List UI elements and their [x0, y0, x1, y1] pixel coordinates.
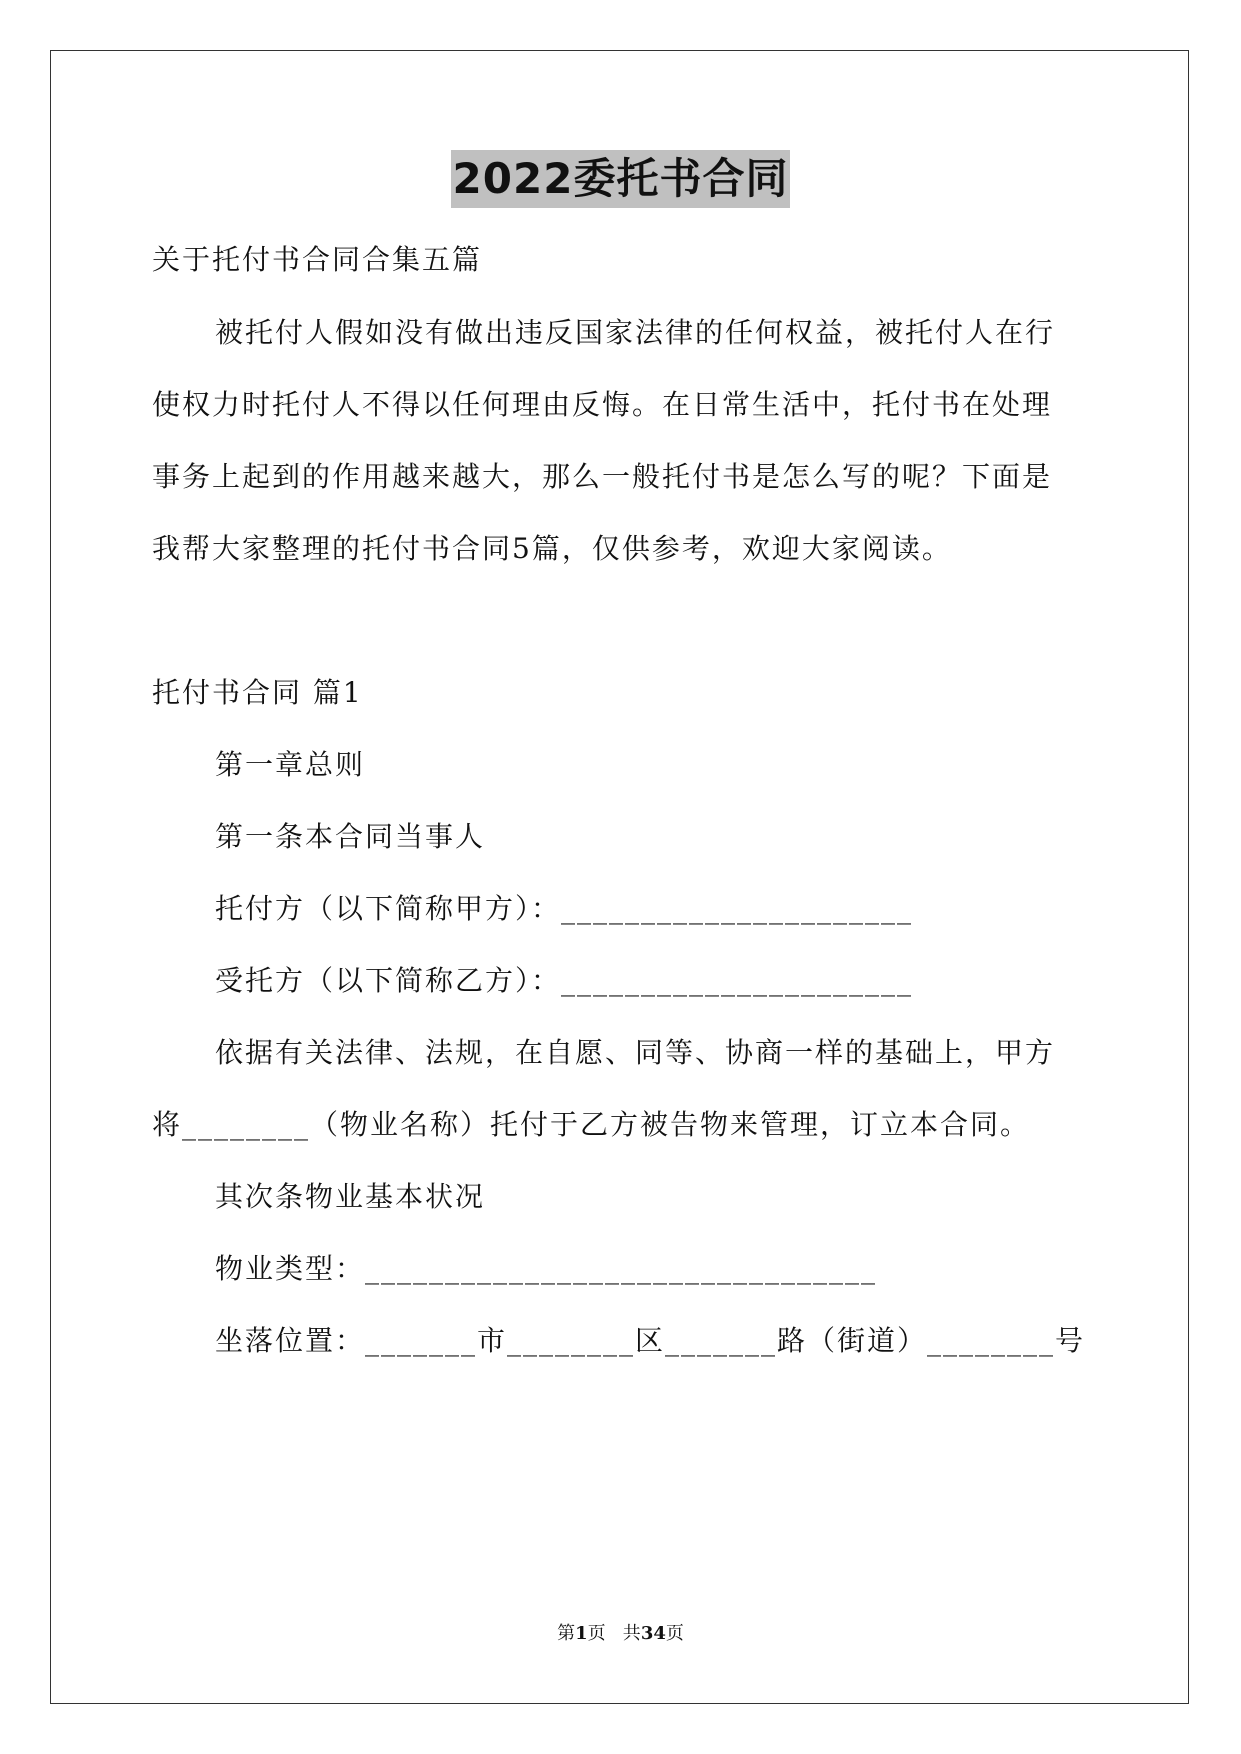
page-border: [50, 50, 1189, 1704]
basis-line-1: 依据有关法律、法规，在自愿、同等、协商一样的基础上，甲方: [215, 1036, 1056, 1069]
title-container: [0, 150, 1241, 208]
intro-line-1: 被托付人假如没有做出违反国家法律的任何权益，被托付人在行: [215, 316, 1056, 349]
basis-line-2: 将________（物业名称）托付于乙方被告物来管理，订立本合同。: [152, 1108, 1031, 1141]
document-subtitle: 关于托付书合同合集五篇: [152, 243, 483, 276]
chapter-heading: 第一章总则: [215, 748, 366, 781]
location-field: 坐落位置：_______市________区_______路（街道）________号: [215, 1324, 1086, 1357]
footer-prefix: 第: [557, 1623, 576, 1644]
document-title: 2022委托书合同: [451, 150, 791, 208]
article-1-heading: 第一条本合同当事人: [215, 820, 486, 853]
intro-line-3: 事务上起到的作用越来越大，那么一般托付书是怎么写的呢？下面是: [152, 460, 1053, 493]
footer-middle: 页 共: [587, 1623, 641, 1644]
party-b-field: 受托方（以下简称乙方）：______________________: [215, 964, 914, 997]
footer-suffix: 页: [665, 1623, 684, 1644]
section-heading: 托付书合同 篇1: [152, 676, 363, 709]
article-2-heading: 其次条物业基本状况: [215, 1180, 486, 1213]
intro-line-4: 我帮大家整理的托付书合同5篇，仅供参考，欢迎大家阅读。: [152, 532, 952, 565]
party-a-field: 托付方（以下简称甲方）：______________________: [215, 892, 914, 925]
footer-total-pages: 34: [640, 1623, 666, 1644]
intro-line-2: 使权力时托付人不得以任何理由反悔。在日常生活中，托付书在处理: [152, 388, 1053, 421]
page-footer: [0, 1622, 1241, 1646]
footer-page-number: 1: [575, 1623, 588, 1644]
property-type-field: 物业类型：________________________________: [215, 1252, 878, 1285]
